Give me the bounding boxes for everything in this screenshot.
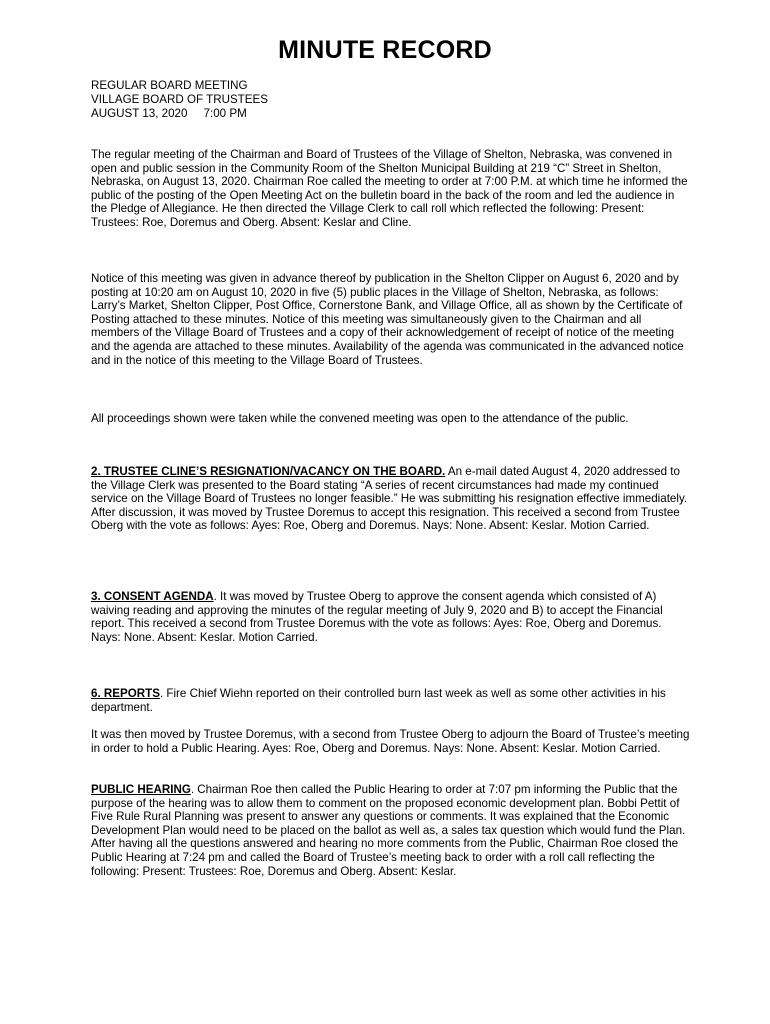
section-3-title: 3. CONSENT AGENDA [91,590,214,603]
section-2-resignation [91,465,691,533]
public-hearing-title: PUBLIC HEARING [91,783,191,796]
section-6-text: . Fire Chief Wiehn reported on their controlled burn last week as well as some other activities in his department. [91,687,666,714]
meeting-date-time: AUGUST 13, 2020 7:00 PM [91,107,247,120]
meeting-type: REGULAR BOARD MEETING [91,79,248,92]
section-3-consent-agenda [91,590,691,644]
board-name: VILLAGE BOARD OF TRUSTEES [91,93,268,106]
section-2-text: An e-mail dated August 4, 2020 addressed to the Village Clerk was presented to the Board stating “A series of recent circumstances had made my continued service on the Village Board of Trustees no longer feasible.” He was submitting his resignation effective immediately. After discussion, it was moved by Trustee Doremus to accept this resignation. This received a second from Trustee Oberg with the vote as follows: Ayes: Roe, Oberg and Doremus. Nays: None. Absent: Keslar. Motion Carried. [91,465,688,533]
public-hearing-text: . Chairman Roe then called the Public Hearing to order at 7:07 pm informing the Public that the purpose of the hearing was to allow them to comment on the proposed economic development plan. Bobbi Pettit of Five Rule Rural Planning was present to answer any questions or comments. It was explained that the Economic Development Plan would need to be placed on the ballot as well as, a sales tax question which would fund the Plan. After having all the questions answered and hearing no more comments from the Public, Chairman Roe closed the Public Hearing at 7:24 pm and called the Board of Trustee’s meeting back to order with a roll call reflecting the following: Present: Trustees: Roe, Doremus and Oberg. Absent: Keslar. [91,783,686,878]
page-title: MINUTE RECORD [278,36,492,64]
proceedings-paragraph: All proceedings shown were taken while the convened meeting was open to the attendance of the public. [91,412,629,425]
section-3-text: . It was moved by Trustee Oberg to approve the consent agenda which consisted of A) waiving reading and approving the minutes of the regular meeting of July 9, 2020 and B) to accept the Financial report. This received a second from Trustee Doremus with the vote as follows: Ayes: Roe, Oberg and Doremus. Nays: None. Absent: Keslar. Motion Carried. [91,590,663,644]
public-hearing-paragraph [91,783,691,878]
intro-paragraph: The regular meeting of the Chairman and Board of Trustees of the Village of Shelton, Nebraska, was convened in open and public session in the Community Room of the Shelton Municipal Building at 219 “C” Street in Shelton, Nebraska, on August 13, 2020. Chairman Roe called the meeting to order at 7:00 P.M. at which time he informed the public of the posting of the Open Meeting Act on the bulletin board in the back of the room and led the audience in the Pledge of Allegiance. He then directed the Village Clerk to call roll which reflected the following: Present: Trustees: Roe, Doremus and Oberg. Absent: Keslar and Cline. [91,148,688,229]
adjourn-paragraph: It was then moved by Trustee Doremus, with a second from Trustee Oberg to adjourn the Board of Trustee’s meeting in order to hold a Public Hearing. Ayes: Roe, Oberg and Doremus. Nays: None. Absent: Keslar. Motion Carried. [91,728,690,755]
section-6-reports [91,687,691,714]
section-6-title: 6. REPORTS [91,687,160,700]
section-2-title: 2. TRUSTEE CLINE’S RESIGNATION/VACANCY ON THE BOARD. [91,465,446,478]
notice-paragraph: Notice of this meeting was given in advance thereof by publication in the Shelton Clipper on August 6, 2020 and by posting at 10:20 am on August 10, 2020 in five (5) public places in the Village of Shelton, Nebraska, as follows: Larry’s Market, Shelton Clipper, Post Office, Cornerstone Bank, and Village Office, all as shown by the Certificate of Posting attached to these minutes. Notice of this meeting was simultaneously given to the Chairman and all members of the Village Board of Trustees and a copy of their acknowledgement of receipt of notice of the meeting and the agenda are attached to these minutes. Availability of the agenda was communicated in the advanced notice and in the notice of this meeting to the Village Board of Trustees. [91,272,684,367]
